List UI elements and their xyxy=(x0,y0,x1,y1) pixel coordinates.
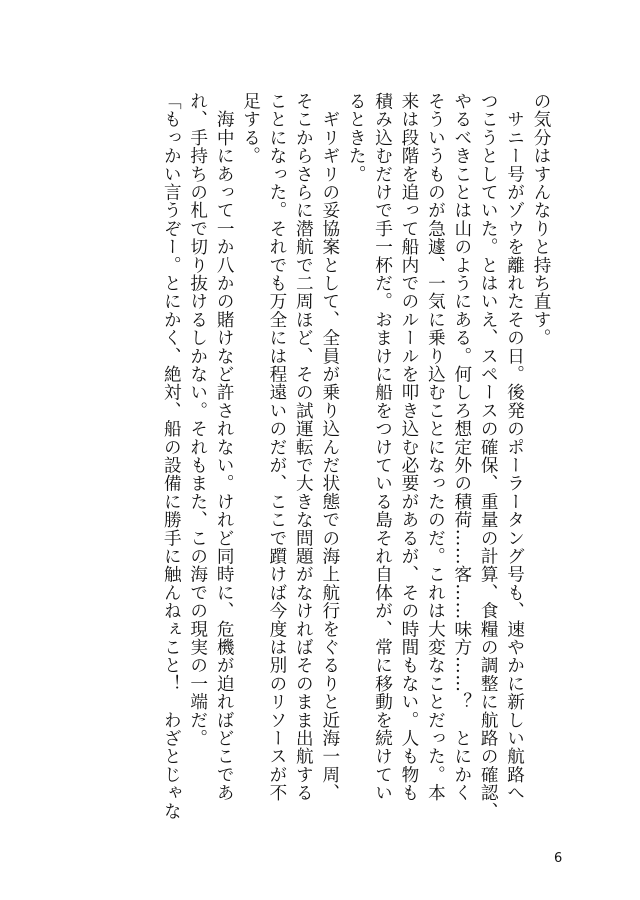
page-number: 6 xyxy=(554,851,563,866)
vertical-text-body xyxy=(84,92,554,822)
text-line: サニー号がゾウを離れたその日。後発のポーラータング号も、速やかに新しい航路へ xyxy=(504,92,525,802)
text-line: るときた。 xyxy=(346,92,367,183)
text-line: ギリギリの妥協案として、全員が乗り込んだ状態での海上航行をぐるりと近海一周、 xyxy=(319,92,340,802)
text-line: 足する。 xyxy=(240,92,261,165)
text-line: 積み込むだけで手一杯だ。おまけに船をつけている島それ自体が、常に移動を続けてい xyxy=(372,92,393,802)
text-line: そこからさらに潜航で二周ほど、その試運転で大きな問題がなければそのまま出航する xyxy=(293,92,314,802)
text-line: つこうとしていた。とはいえ、スペースの確保、重量の計算、食糧の調整に航路の確認、 xyxy=(478,92,499,820)
text-line: れ、手持ちの札で切り抜けるしかない。それもまた、この海での現実の一端だ。 xyxy=(187,92,208,748)
text-line: やるべきことは山のようにある。何しろ想定外の積荷……客……味方……？ とにかく xyxy=(451,92,472,802)
text-line: の気分はすんなりと持ち直す。 xyxy=(531,92,551,347)
text-line: 「もっかい言うぞー。とにかく、絶対、船の設備に勝手に触んねぇこと！ わざとじゃな xyxy=(161,92,182,820)
text-line: 来は段階を追って船内でのルールを叩き込む必要があるが、その時間もない。人も物も xyxy=(398,92,419,802)
text-line: 海中にあって一か八かの賭けなど許されない。けれど同時に、危機が迫ればどこであ xyxy=(214,92,235,802)
text-line: そういうものが急遽、一気に乗り込むことになったのだ。これは大変なことだった。本 xyxy=(425,92,446,802)
text-line: ことになった。それでも万全には程遠いのだが、ここで躓けば今度は別のリソースが不 xyxy=(266,92,287,802)
